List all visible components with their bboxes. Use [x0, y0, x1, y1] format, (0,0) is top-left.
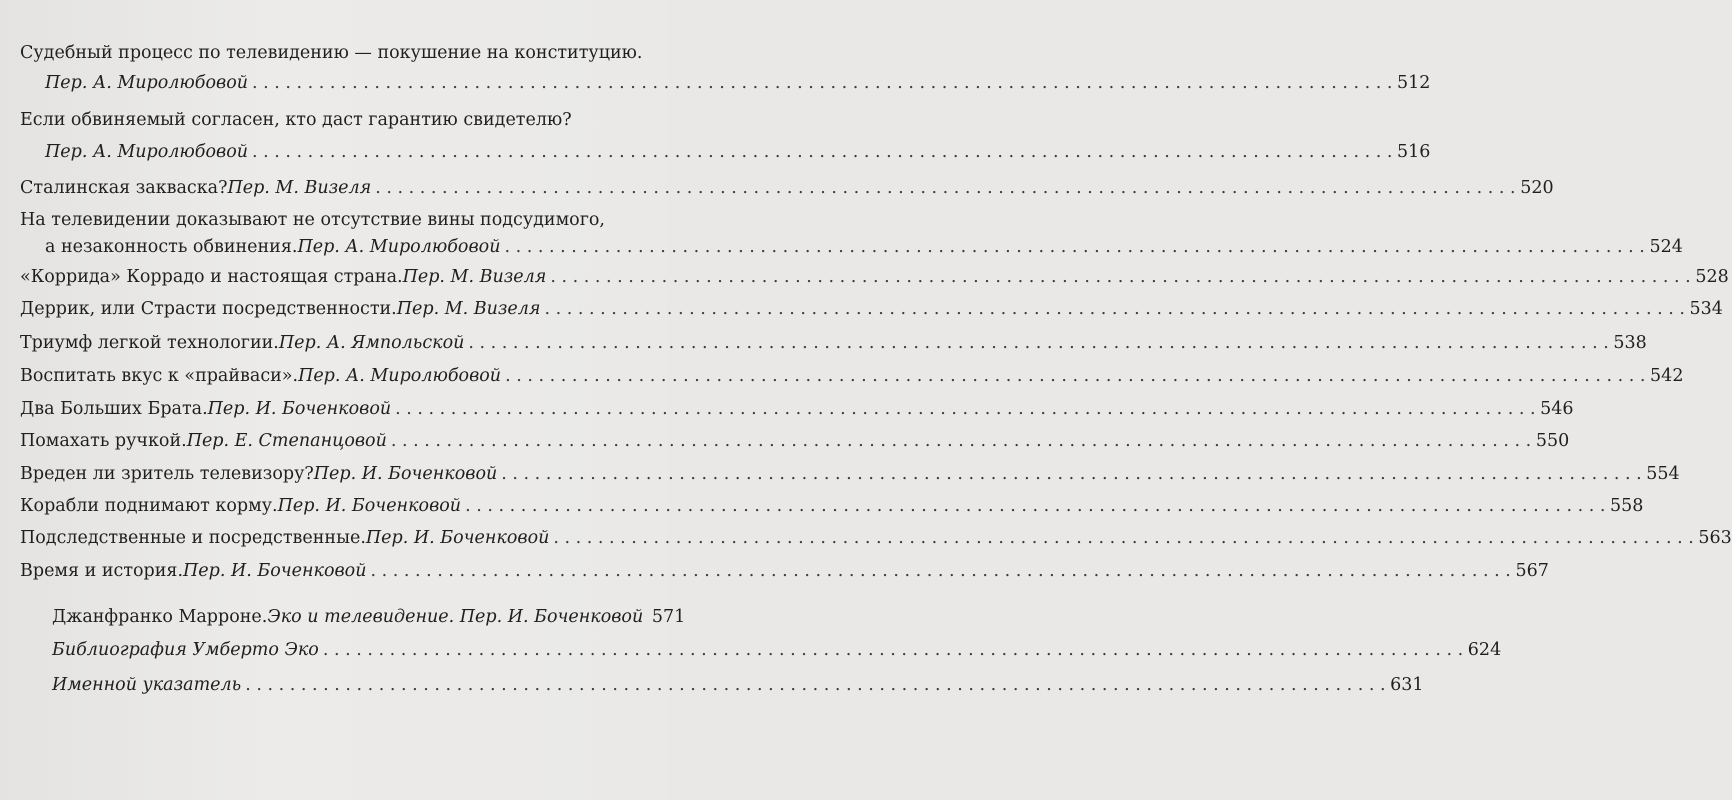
leader-dots — [391, 431, 1531, 451]
toc-entry-4-title — [20, 210, 605, 236]
entry-translator: Пер. И. Боченковой — [277, 496, 462, 516]
entry-translator: Пер. М. Визеля — [402, 267, 547, 287]
entry-translator: Пер. А. Миролюбовой — [45, 73, 249, 93]
page-number: 524 — [1649, 237, 1683, 257]
entry-title: Два Больших Брата. — [20, 399, 208, 419]
toc-entry-8 — [20, 366, 1684, 392]
entry-translator: Пер. И. Боченковой — [365, 528, 550, 548]
page-number: 567 — [1515, 561, 1549, 581]
toc-entry-5 — [20, 267, 1729, 293]
entry-author: Джанфранко Марроне. — [52, 607, 268, 627]
leader-dots — [371, 561, 1511, 581]
leader-dots — [550, 267, 1690, 287]
appendix-entry-1 — [52, 607, 686, 633]
toc-entry-2-title — [20, 110, 600, 136]
entry-translator: Пер. И. Боченковой — [313, 464, 498, 484]
entry-title: Триумф легкой технологии. — [20, 333, 279, 353]
entry-title: Помахать ручкой. — [20, 431, 187, 451]
toc-entry-1 — [45, 73, 1431, 99]
page-number: 534 — [1689, 299, 1723, 319]
entry-title: Сталинская закваска? — [20, 178, 228, 198]
entry-title: Библиография Умберто Эко — [52, 640, 319, 660]
entry-title: Эко и телевидение. Пер. И. Боченковой — [267, 607, 644, 627]
entry-title: Корабли поднимают корму. — [20, 496, 278, 516]
leader-dots — [252, 73, 1392, 93]
entry-title: Если обвиняемый согласен, кто даст гарантию свидетелю? — [20, 110, 572, 130]
entry-title: Именной указатель — [52, 675, 242, 695]
leader-dots — [252, 142, 1392, 162]
page-number: 624 — [1467, 640, 1502, 660]
leader-dots — [504, 237, 1644, 257]
page-number: 563 — [1698, 528, 1732, 548]
page-number: 538 — [1613, 333, 1647, 353]
entry-title: На телевидении доказывают не отсутствие вины подсудимого, — [20, 210, 605, 230]
toc-entry-7 — [20, 333, 1647, 359]
page-number: 542 — [1650, 366, 1684, 386]
page-number: 528 — [1695, 267, 1729, 287]
entry-translator: Пер. А. Миролюбовой — [298, 366, 502, 386]
entry-translator: Пер. Е. Степанцовой — [186, 431, 387, 451]
page-number: 516 — [1396, 142, 1431, 162]
toc-entry-11 — [20, 464, 1680, 490]
leader-dots — [505, 366, 1645, 386]
page-number: 520 — [1520, 178, 1554, 198]
appendix-entry-3 — [52, 675, 1424, 701]
page-number: 571 — [651, 607, 686, 627]
toc-entry-13 — [20, 528, 1732, 554]
entry-translator: Пер. М. Визеля — [227, 178, 372, 198]
entry-title: Судебный процесс по телевидению — покушение на конституцию. — [20, 43, 643, 63]
toc-entry-4 — [45, 237, 1683, 263]
entry-title: Деррик, или Страсти посредственности. — [20, 299, 397, 319]
leader-dots — [395, 399, 1535, 419]
entry-title: «Коррида» Коррадо и настоящая страна. — [20, 267, 403, 287]
toc-entry-9 — [20, 399, 1574, 425]
toc-entry-12 — [20, 496, 1644, 522]
leader-dots — [545, 299, 1685, 319]
entry-title: Время и история. — [20, 561, 184, 581]
leader-dots — [245, 675, 1385, 695]
page-number: 512 — [1396, 73, 1431, 93]
entry-translator: Пер. А. Миролюбовой — [45, 142, 249, 162]
page-number: 631 — [1390, 675, 1424, 695]
entry-title: Воспитать вкус к «прайваси». — [20, 366, 299, 386]
entry-translator: Пер. А. Миролюбовой — [297, 237, 501, 257]
page-number: 554 — [1646, 464, 1680, 484]
leader-dots — [468, 333, 1608, 353]
toc-entry-2 — [45, 142, 1431, 168]
entry-translator: Пер. И. Боченковой — [183, 561, 367, 581]
entry-title: Вреден ли зритель телевизору? — [20, 464, 314, 484]
toc-entry-14 — [20, 561, 1549, 587]
leader-dots — [323, 640, 1463, 660]
entry-translator: Пер. М. Визеля — [396, 299, 541, 319]
toc-entry-1-title — [20, 43, 643, 69]
page-number: 558 — [1610, 496, 1644, 516]
toc-entry-3 — [20, 178, 1554, 204]
entry-title: Подследственные и посредственные. — [20, 528, 366, 548]
entry-title: а незаконность обвинения. — [45, 237, 298, 257]
entry-translator: Пер. А. Ямпольской — [278, 333, 465, 353]
entry-translator: Пер. И. Боченковой — [207, 399, 392, 419]
toc-entry-6 — [20, 299, 1723, 325]
page-number: 546 — [1540, 399, 1574, 419]
appendix-entry-2 — [52, 640, 1502, 666]
toc-entry-10 — [20, 431, 1570, 457]
leader-dots — [553, 528, 1693, 548]
leader-dots — [501, 464, 1641, 484]
leader-dots — [465, 496, 1605, 516]
leader-dots — [375, 178, 1515, 198]
page-number: 550 — [1535, 431, 1570, 451]
